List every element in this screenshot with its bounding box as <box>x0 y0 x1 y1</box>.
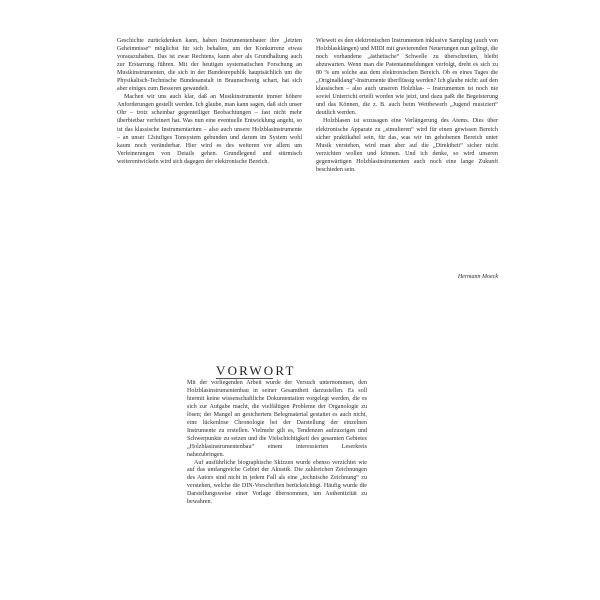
foreword-title: VORWORT <box>216 363 296 378</box>
left-paragraph-2: Machen wir uns auch klar, daß an Musikinstrumente immer höhere Anforderungen gestellt werden. Ich glaube, man kann sagen, daß sich unser Ohr – trotz scheinbar gegenteiliger Beobachtungen – fast nicht mehr überbietbar verfeinert hat. Was nun eine eventuelle Entwicklung angeht, so ist das klassische Instrumentarium – also auch unsere Holzblasinstrumente – an unser 12stufiges Tonsystem gebunden und darum im System wohl kaum noch veränderbar. Hier wird es des weiteren vor allem um Verfeinerungen von Details gehen. Grundlegend und stürmisch weiterentwickeln wird sich dagegen der elektronische Bereich. <box>117 94 302 165</box>
foreword-text-block <box>187 380 367 507</box>
left-paragraph-1: Geschichte zurückdenken kann, haben Instrumentenbauer ihre „letzten Geheimnisse“ möglichst für sich behalten, um der Konkurrenz etwas vorauszuhaben. Das ist zwar Rechtens, kann aber als Grundhaltung auch zur Erstarrung führen. Mit der heutigen systematischen Forschung an Musikinstrumenten, die sich in der Bundesrepublik hauptsächlich um die Physikalisch-Technische Bundesanstalt in Braunschweig schart, hat sich aber einiges zum Besseren gewandelt. <box>117 38 302 93</box>
left-text-column <box>117 37 302 166</box>
title-underline <box>216 378 273 379</box>
foreword-paragraph-2: Auf ausführliche biographische Skizzen wurde ebenso verzichtet wie auf das umfangreiche Gebiet der Akustik. Die zahlreichen Zeichnungen des Autors sind nicht in jedem Fall als eine „technische Zeichnung“ zu verstehen, welche die DIN-Vorschriften berücksichtigt. Häufig wurde die Darstellungsweise einer Vorlage übernommen, um Authentizität zu bewahren. <box>187 459 367 506</box>
author-signature: Hermann Moeck <box>457 274 498 280</box>
foreword-paragraph-1: Mit der vorliegenden Arbeit wurde der Versuch unternommen, den Holzblasinstrumentenbau in seiner Gesamtheit darzustellen. Es soll hiermit keine wissenschaftliche Dokumentation vorgelegt werden, die es sich zur Aufgabe macht, die vielfältigen Probleme der Organologie zu lösen; der Mangel an gesichertem Belegmaterial gestattet es auch nicht, eine lückenlose Chronologie bei der Darstellung der einzelnen Instrumente zu erstellen. Vielmehr gilt es, Tendenzen aufzuzeigen und Schwerpunkte zu setzen und die Vielschichtigkeit des gesamten Gebietes „Holzblasinstrumentenbau“ einem interessierten Leserkreis nahezubringen. <box>187 380 367 458</box>
right-text-column <box>316 37 498 174</box>
right-paragraph-1: Wieweit es den elektronischen Instrumenten inklusive Sampling (auch von Holzblasklängen) und MIDI mit gravierenden Neuerungen nun gelingt, die noch vorhandene „ästhetische“ Schwelle zu überschreiten, bleibt abzuwarten. Wenn man die Patentanmeldungen verfolgt, dreht es sich zu 80 % um solche aus dem elektronischen Bereich. Ob es eines Tages die „Originalklang“-Instrumente überflüssig werden? Ich glaube nicht: auf den klassischen – also auch unseren Holzblas- – Instrumenten ist noch nie soviel Unterricht erteilt worden wie jetzt, und dazu paßt die Begeisterung und das Können, die z. B. auch beim Wettbewerb „Jugend musiziert“ deutlich werden. <box>316 38 498 117</box>
right-paragraph-2: Holzblasen ist sozusagen eine Verlängerung des Atems. Dies über elektronische Apparate zu „simulieren“ wird für einen gewissen Bereich sicher praktikabel sein, für das, was wir im gehobenen Bereich unter Musik verstehen, wird man aber auf die „Direktheit“ sicher nicht verzichten wollen und können. Und ich denke, so wird unseren gegenwärtigen Holzblasinstrumenten auch noch eine lange Zukunft beschieden sein. <box>316 118 498 173</box>
